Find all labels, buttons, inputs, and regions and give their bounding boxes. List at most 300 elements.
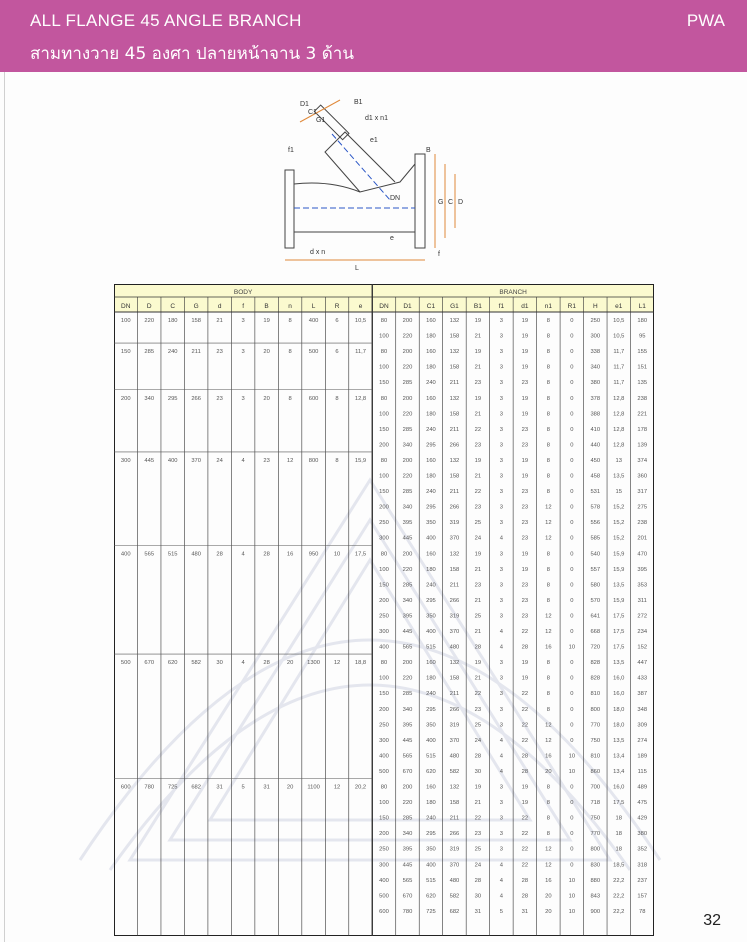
label-B1: B1 <box>354 99 363 106</box>
table-cell: 750 <box>590 815 601 822</box>
table-cell: 395 <box>402 613 413 620</box>
column-header: D1 <box>403 303 412 310</box>
table-cell: 10 <box>333 551 341 558</box>
table-cell: 340 <box>402 597 413 604</box>
table-cell: 200 <box>402 457 413 464</box>
table-cell: 23 <box>521 582 529 589</box>
table-cell: 266 <box>449 831 460 838</box>
table-cell: 19 <box>521 473 529 480</box>
table-cell: 12 <box>545 737 552 744</box>
table-cell: 266 <box>449 504 460 511</box>
table-cell: 8 <box>546 551 550 558</box>
table-cell: 12 <box>286 457 294 464</box>
table-cell: 266 <box>191 395 202 402</box>
table-cell: 220 <box>402 364 413 371</box>
table-cell: 240 <box>426 691 436 698</box>
table-cell: 23 <box>521 597 529 604</box>
table-cell: 531 <box>590 489 601 496</box>
label-e: e <box>390 235 394 242</box>
column-header: R1 <box>567 303 576 310</box>
table-cell: 350 <box>426 613 436 620</box>
table-cell: 78 <box>639 908 646 915</box>
table-cell: 3 <box>241 349 245 356</box>
table-cell: 132 <box>449 395 460 402</box>
table-cell: 447 <box>637 660 648 667</box>
table-cell: 4 <box>499 753 504 760</box>
table-cell: 180 <box>426 566 436 573</box>
column-header: L1 <box>638 303 646 310</box>
table-cell: 18 <box>615 831 623 838</box>
table-cell: 12 <box>545 722 552 729</box>
table-cell: 8 <box>546 318 550 324</box>
table-cell: 8 <box>546 784 550 791</box>
table-cell: 22 <box>521 737 529 744</box>
table-cell: 158 <box>449 364 460 371</box>
column-header: G1 <box>450 303 459 310</box>
table-cell: 480 <box>191 551 202 558</box>
table-cell: 388 <box>590 411 601 418</box>
table-cell: 3 <box>241 318 245 324</box>
column-header: L <box>311 303 316 310</box>
table-cell: 31 <box>474 908 482 915</box>
column-header: C1 <box>426 303 436 310</box>
table-cell: 900 <box>590 908 601 915</box>
label-L: L <box>355 265 359 272</box>
table-cell: 23 <box>474 442 482 449</box>
table-cell: 540 <box>590 551 601 558</box>
table-cell: 400 <box>167 457 178 464</box>
table-cell: 19 <box>474 551 482 558</box>
table-cell: 80 <box>380 660 388 667</box>
table-cell: 10,5 <box>613 318 625 324</box>
table-cell: 3 <box>499 815 504 822</box>
table-cell: 237 <box>637 877 648 884</box>
table-cell: 0 <box>570 442 574 449</box>
table-cell: 3 <box>499 473 504 480</box>
table-cell: 3 <box>499 457 504 464</box>
table-cell: 200 <box>379 706 389 713</box>
table-cell: 374 <box>637 457 648 464</box>
table-cell: 800 <box>590 846 601 853</box>
table-cell: 22 <box>521 862 529 869</box>
table-cell: 21 <box>474 675 482 682</box>
table-cell: 12 <box>545 613 552 620</box>
table-cell: 19 <box>521 364 529 371</box>
table-cell: 3 <box>499 800 504 807</box>
table-cell: 620 <box>426 768 436 775</box>
column-header: e1 <box>615 303 623 310</box>
table-cell: 4 <box>499 535 504 542</box>
table-cell: 19 <box>521 566 529 573</box>
table-cell: 211 <box>449 815 460 822</box>
table-cell: 370 <box>449 737 460 744</box>
table-cell: 157 <box>637 893 648 900</box>
table-cell: 80 <box>380 318 388 324</box>
table-cell: 28 <box>521 753 529 760</box>
table-cell: 20 <box>263 349 270 356</box>
table-cell: 4 <box>499 644 504 651</box>
table-cell: 309 <box>637 722 648 729</box>
table-cell: 0 <box>570 613 574 620</box>
table-cell: 220 <box>402 333 413 340</box>
table-cell: 880 <box>590 877 601 884</box>
table-cell: 370 <box>449 629 460 635</box>
table-cell: 8 <box>546 800 550 807</box>
column-header: G <box>193 303 199 310</box>
table-cell: 319 <box>449 613 460 620</box>
table-cell: 220 <box>402 675 413 682</box>
table-cell: 80 <box>380 395 388 402</box>
table-cell: 440 <box>590 442 601 449</box>
table-cell: 158 <box>449 333 460 340</box>
table-cell: 23 <box>521 520 529 527</box>
table-cell: 23 <box>521 489 529 496</box>
column-header: DN <box>379 303 389 310</box>
table-cell: 1100 <box>307 784 320 791</box>
table-cell: 3 <box>499 613 504 620</box>
table-cell: 80 <box>380 784 388 791</box>
page-margin-line <box>4 72 5 942</box>
table-cell: 565 <box>144 551 155 558</box>
table-cell: 22,2 <box>613 908 625 915</box>
label-D: D <box>458 199 464 206</box>
table-cell: 158 <box>449 800 460 807</box>
table-cell: 31 <box>521 908 529 915</box>
table-cell: 0 <box>570 722 574 729</box>
table-cell: 160 <box>426 551 436 558</box>
table-cell: 211 <box>449 691 460 698</box>
table-cell: 28 <box>263 551 270 558</box>
table-cell: 132 <box>449 349 460 356</box>
table-cell: 445 <box>402 737 413 744</box>
table-cell: 180 <box>426 473 436 480</box>
table-cell: 0 <box>570 566 574 573</box>
table-cell: 720 <box>590 644 601 651</box>
table-cell: 23 <box>474 706 482 713</box>
table-cell: 770 <box>590 831 601 838</box>
table-cell: 285 <box>402 815 413 822</box>
table-cell: 17,5 <box>354 551 367 558</box>
table-cell: 295 <box>426 442 436 449</box>
table-cell: 23 <box>521 535 529 542</box>
table-cell: 8 <box>546 349 550 356</box>
table-cell: 31 <box>263 784 270 791</box>
table-cell: 285 <box>402 380 413 387</box>
table-cell: 300 <box>120 457 131 464</box>
table-cell: 0 <box>570 675 574 682</box>
table-cell: 211 <box>449 380 460 387</box>
table-cell: 28 <box>521 768 529 775</box>
table-cell: 19 <box>521 784 529 791</box>
table-cell: 28 <box>521 877 529 884</box>
table-cell: 10 <box>568 877 576 884</box>
table-cell: 189 <box>637 753 648 760</box>
table-cell: 23 <box>521 504 529 511</box>
table-cell: 0 <box>570 535 574 542</box>
column-header: n1 <box>544 303 552 310</box>
table-cell: 18 <box>615 815 623 822</box>
table-cell: 445 <box>402 535 413 542</box>
table-cell: 95 <box>639 333 646 340</box>
table-cell: 338 <box>590 349 601 356</box>
table-cell: 0 <box>570 551 574 558</box>
table-cell: 8 <box>546 426 550 433</box>
table-cell: 220 <box>402 411 413 418</box>
table-cell: 378 <box>590 395 601 402</box>
table-cell: 500 <box>379 768 389 775</box>
table-cell: 565 <box>402 877 413 884</box>
table-cell: 23 <box>216 395 223 402</box>
table-cell: 200 <box>402 318 413 324</box>
table-cell: 22 <box>521 691 529 698</box>
table-cell: 295 <box>426 831 436 838</box>
brand-label: PWA <box>686 11 725 30</box>
table-cell: 240 <box>426 582 436 589</box>
table-cell: 6 <box>335 318 339 324</box>
table-cell: 12,8 <box>613 395 625 402</box>
table-cell: 12,8 <box>613 426 625 433</box>
column-header: B <box>264 303 269 310</box>
table-cell: 3 <box>499 318 504 324</box>
table-cell: 350 <box>426 722 436 729</box>
table-cell: 395 <box>402 520 413 527</box>
table-cell: 25 <box>474 846 482 853</box>
table-cell: 340 <box>402 831 413 838</box>
table-cell: 25 <box>474 613 482 620</box>
table-cell: 10 <box>568 908 576 915</box>
label-B: B <box>426 147 431 154</box>
table-cell: 16,0 <box>613 691 625 698</box>
table-cell: 8 <box>288 349 292 356</box>
table-cell: 8 <box>335 457 339 464</box>
table-cell: 578 <box>590 504 601 511</box>
table-cell: 370 <box>449 535 460 542</box>
table-cell: 0 <box>570 582 574 589</box>
table-cell: 311 <box>637 597 647 604</box>
table-cell: 565 <box>402 753 413 760</box>
table-cell: 275 <box>637 504 648 511</box>
table-cell: 132 <box>449 784 460 791</box>
table-cell: 13,5 <box>613 660 625 667</box>
table-cell: 22 <box>474 815 482 822</box>
table-cell: 480 <box>449 877 460 884</box>
table-cell: 211 <box>449 426 460 433</box>
table-cell: 22 <box>521 706 529 713</box>
table-cell: 395 <box>637 566 648 573</box>
table-cell: 400 <box>379 644 389 651</box>
column-header: d <box>217 303 222 310</box>
table-cell: 22,2 <box>613 877 625 884</box>
table-cell: 200 <box>379 442 389 449</box>
table-cell: 600 <box>120 784 131 791</box>
table-cell: 3 <box>499 597 504 604</box>
table-cell: 670 <box>402 768 413 775</box>
table-cell: 19 <box>521 349 529 356</box>
table-cell: 10 <box>568 644 576 651</box>
table-cell: 180 <box>167 318 178 324</box>
table-cell: 295 <box>167 395 178 402</box>
table-cell: 200 <box>402 784 413 791</box>
table-cell: 17,5 <box>613 644 625 651</box>
table-cell: 22 <box>474 426 482 433</box>
table-cell: 11,7 <box>355 349 366 356</box>
table-cell: 12 <box>545 629 552 635</box>
group-header-branch: BRANCH <box>499 289 527 296</box>
dimension-table <box>114 284 654 936</box>
table-cell: 3 <box>499 566 504 573</box>
table-cell: 0 <box>570 504 574 511</box>
table-cell: 15,2 <box>613 520 625 527</box>
table-cell: 0 <box>570 815 574 822</box>
table-cell: 8 <box>546 457 550 464</box>
table-cell: 28 <box>474 644 482 651</box>
table-cell: 582 <box>449 893 460 900</box>
table-cell: 180 <box>426 364 436 371</box>
table-cell: 18,8 <box>354 660 367 667</box>
column-header: DN <box>121 303 131 310</box>
table-cell: 15,2 <box>613 535 625 542</box>
table-cell: 20 <box>545 893 552 900</box>
table-cell: 25 <box>474 520 482 527</box>
table-cell: 30 <box>216 660 223 667</box>
table-cell: 240 <box>167 349 178 356</box>
table-cell: 641 <box>590 613 601 620</box>
table-cell: 274 <box>637 737 648 744</box>
table-cell: 180 <box>426 333 436 340</box>
table-cell: 8 <box>546 660 550 667</box>
table-cell: 0 <box>570 333 574 340</box>
table-cell: 132 <box>449 457 460 464</box>
table-cell: 22 <box>521 846 529 853</box>
table-cell: 21 <box>474 333 482 340</box>
table-cell: 220 <box>144 318 155 324</box>
table-cell: 160 <box>426 784 436 791</box>
table-cell: 22 <box>474 691 482 698</box>
table-cell: 0 <box>570 691 574 698</box>
table-cell: 3 <box>499 551 504 558</box>
table-cell: 570 <box>590 597 601 604</box>
table-cell: 4 <box>499 629 504 635</box>
dimension-table-grid <box>114 284 654 936</box>
table-cell: 266 <box>449 442 460 449</box>
table-cell: 8 <box>546 489 550 496</box>
table-cell: 556 <box>590 520 601 527</box>
table-cell: 780 <box>402 908 413 915</box>
table-cell: 15,9 <box>613 597 625 604</box>
table-cell: 16 <box>286 551 294 558</box>
table-cell: 5 <box>241 784 245 791</box>
table-cell: 13,5 <box>613 582 625 589</box>
table-cell: 300 <box>379 535 389 542</box>
table-cell: 19 <box>521 551 529 558</box>
table-cell: 150 <box>379 426 389 433</box>
table-cell: 31 <box>216 784 223 791</box>
table-cell: 160 <box>426 457 436 464</box>
table-cell: 475 <box>637 800 648 807</box>
table-cell: 3 <box>241 395 245 402</box>
table-cell: 24 <box>216 457 223 464</box>
table-cell: 400 <box>426 862 436 869</box>
table-cell: 725 <box>167 784 178 791</box>
table-cell: 100 <box>379 566 389 573</box>
table-cell: 24 <box>474 737 482 744</box>
table-cell: 19 <box>521 675 529 682</box>
table-cell: 350 <box>426 846 436 853</box>
table-cell: 682 <box>191 784 202 791</box>
table-cell: 10 <box>568 893 576 900</box>
table-cell: 11,7 <box>613 364 625 371</box>
table-cell: 445 <box>402 629 413 635</box>
table-cell: 8 <box>546 706 550 713</box>
label-d1xn1: d1 x n1 <box>365 115 388 122</box>
table-cell: 20 <box>286 660 294 667</box>
table-cell: 28 <box>521 644 529 651</box>
table-cell: 352 <box>637 846 648 853</box>
table-cell: 585 <box>590 535 601 542</box>
table-cell: 22 <box>474 489 482 496</box>
table-cell: 22,2 <box>613 893 625 900</box>
table-cell: 350 <box>426 520 436 527</box>
table-cell: 828 <box>590 660 601 667</box>
table-cell: 80 <box>380 457 388 464</box>
table-cell: 400 <box>308 318 319 324</box>
table-cell: 28 <box>474 877 482 884</box>
table-cell: 860 <box>590 768 601 775</box>
table-cell: 500 <box>308 349 319 356</box>
table-cell: 238 <box>637 395 648 402</box>
table-cell: 285 <box>144 349 155 356</box>
table-cell: 620 <box>167 660 178 667</box>
table-cell: 0 <box>570 831 574 838</box>
table-cell: 18,0 <box>613 706 625 713</box>
title-thai: สามทางวาย 45 องศา ปลายหน้าจาน 3 ด้าน <box>30 44 354 64</box>
table-cell: 10 <box>568 768 576 775</box>
table-cell: 3 <box>499 426 504 433</box>
table-cell: 16 <box>545 644 552 651</box>
table-cell: 12,8 <box>354 395 367 402</box>
table-cell: 370 <box>191 457 202 464</box>
column-header: D <box>146 303 152 310</box>
table-cell: 23 <box>521 442 529 449</box>
table-cell: 211 <box>449 582 460 589</box>
table-cell: 8 <box>546 395 550 402</box>
table-cell: 12 <box>545 846 552 853</box>
table-cell: 317 <box>637 489 648 496</box>
table-cell: 670 <box>144 660 155 667</box>
table-cell: 18,5 <box>613 862 625 869</box>
table-cell: 3 <box>499 411 504 418</box>
table-cell: 295 <box>426 706 436 713</box>
table-cell: 340 <box>402 504 413 511</box>
table-cell: 30 <box>474 768 482 775</box>
table-cell: 220 <box>402 473 413 480</box>
table-cell: 11,7 <box>613 380 625 387</box>
table-cell: 18 <box>615 846 623 853</box>
table-cell: 3 <box>499 691 504 698</box>
table-cell: 3 <box>499 442 504 449</box>
column-header: B1 <box>473 303 482 310</box>
table-cell: 8 <box>546 815 550 822</box>
table-cell: 80 <box>380 349 388 356</box>
table-cell: 152 <box>637 644 648 651</box>
table-cell: 16,0 <box>613 675 625 682</box>
table-cell: 810 <box>590 753 601 760</box>
table-cell: 450 <box>590 457 601 464</box>
label-DN: DN <box>390 195 401 202</box>
table-cell: 515 <box>426 753 436 760</box>
table-cell: 272 <box>637 613 648 620</box>
table-cell: 24 <box>474 862 482 869</box>
